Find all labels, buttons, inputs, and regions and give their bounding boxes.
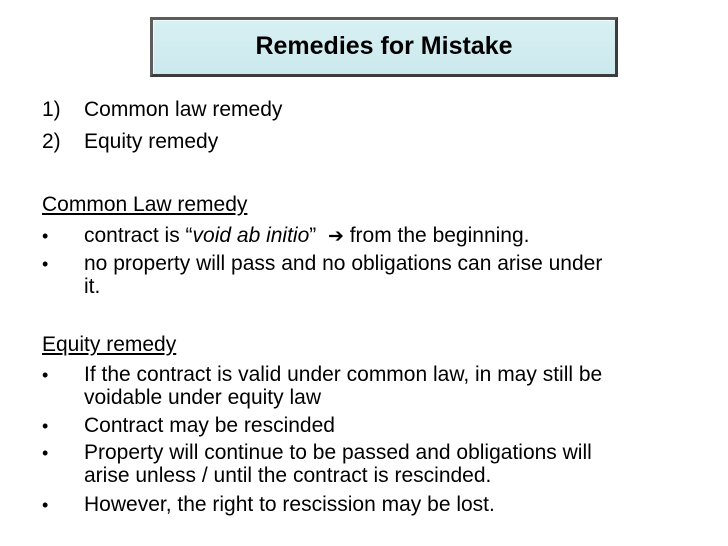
bullet-icon: •: [42, 226, 49, 246]
bullet-icon: •: [42, 495, 49, 515]
title-box: [150, 17, 618, 77]
bullet-text-post: ”: [309, 224, 317, 247]
equity-bullet-1-line-2: voidable under equity law: [84, 386, 321, 409]
section-heading-common-law: Common Law remedy: [42, 193, 248, 216]
numbered-item-1-number: 1): [42, 98, 61, 121]
equity-bullet-4: However, the right to rescission may be lost.: [84, 493, 495, 516]
common-law-bullet-2-line-1: no property will pass and no obligations can arise under: [84, 252, 603, 275]
bullet-icon: •: [42, 365, 49, 385]
numbered-item-2-text: Equity remedy: [84, 130, 219, 153]
equity-bullet-3-line-2: arise unless / until the contract is rescinded.: [84, 464, 492, 487]
bullet-icon: •: [42, 254, 49, 274]
bullet-icon: •: [42, 443, 49, 463]
numbered-item-1: [42, 99, 282, 121]
bullet-text-italic: void ab initio: [192, 224, 310, 247]
numbered-item-2: [42, 131, 218, 153]
right-arrow-icon: ➔: [327, 225, 344, 247]
bullet-text-tail: from the beginning.: [343, 224, 530, 247]
section-heading-equity: Equity remedy: [42, 333, 177, 356]
equity-bullet-3-line-1: Property will continue to be passed and obligations will: [84, 441, 592, 464]
common-law-bullet-1: [84, 225, 530, 247]
equity-bullet-1-line-1: If the contract is valid under common law, in may still be: [84, 363, 603, 386]
slide-title: Remedies for Mistake: [255, 32, 513, 60]
bullet-icon: •: [42, 416, 49, 436]
common-law-bullet-2-line-2: it.: [84, 275, 101, 298]
equity-bullet-2: Contract may be rescinded: [84, 414, 335, 437]
bullet-text-pre: contract is “: [84, 224, 193, 247]
numbered-item-1-text: Common law remedy: [84, 98, 283, 121]
numbered-item-2-number: 2): [42, 130, 61, 153]
